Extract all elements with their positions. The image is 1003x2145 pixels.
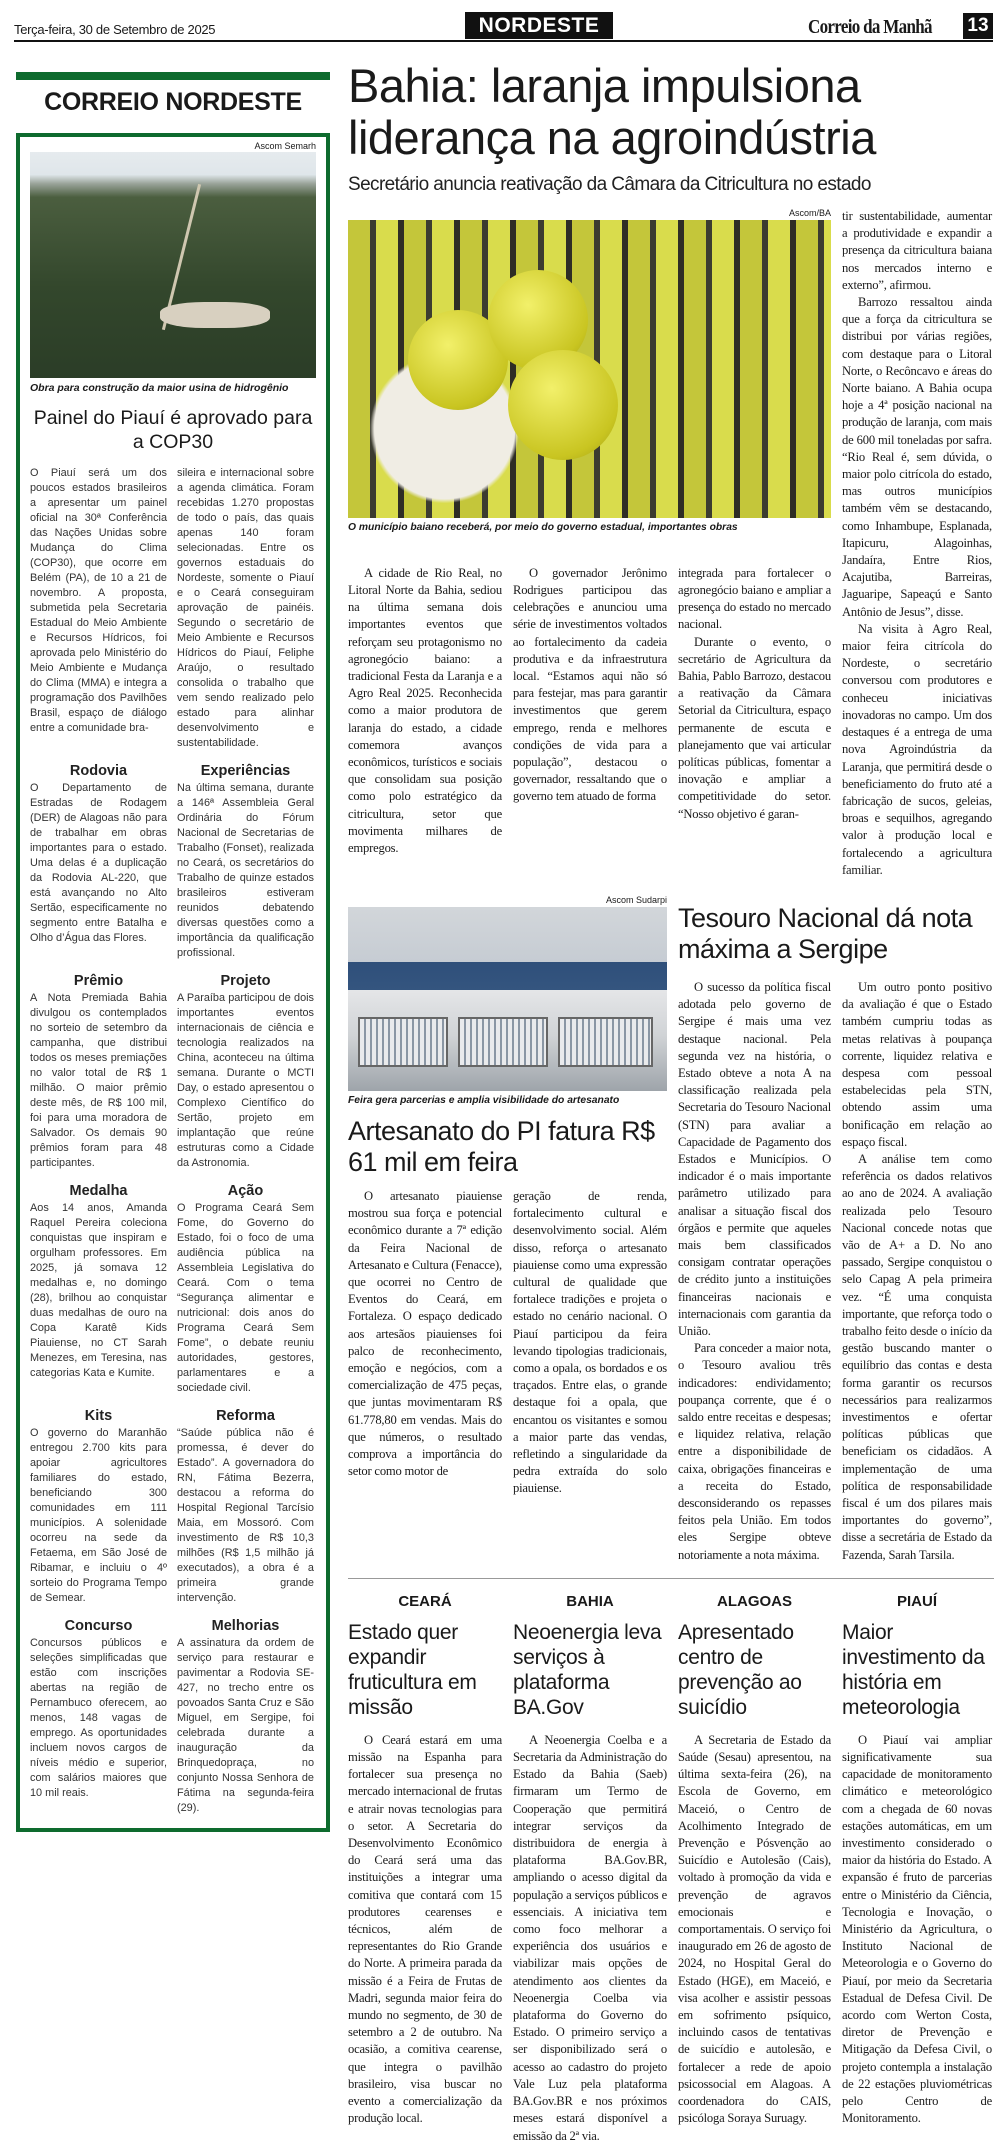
- tesouro-article: [678, 895, 994, 1564]
- lead-article: [348, 208, 994, 879]
- article-column: [678, 979, 831, 1564]
- note-text: O Programa Ceará Sem Fome, do Governo do Estado, foi o foco de uma audiência pública na Assembleia Legislativa do Ceará. Com o tema “Segurança alimentar e nutricional: dois anos do Programa Ceará Sem Fome”, o debate reuniu autoridades, gestores, parlamentares e a sociedade civil.: [177, 1202, 314, 1394]
- paragraph: Para conceder a maior nota, o Tesouro avaliou três indicadores: endividamento; poupança corrente, que é o saldo entre receitas e despesas; e liquidez relativa, relação entre a disponibilidade de caixa, obrigações financeiras e a receita do Estado, desconsiderando os repasses feitos pela União. Em todos eles Sergipe obteve notoriamente a nota máxima.: [678, 1341, 831, 1562]
- article-column: [348, 565, 502, 879]
- note-text: O Departamento de Estradas de Rodagem (DER) de Alagoas não para de trabalhar em obras importantes para o estado. Uma delas é a duplicação da Rodovia AL-220, que está avançando no Alto Sertão, especificamente no segmento entre Batalha e Olho d’Água das Flores.: [30, 782, 167, 944]
- brief-alagoas: [678, 1593, 831, 2145]
- brief-column: [842, 1732, 992, 2128]
- brief-piaui: [842, 1593, 992, 2145]
- paragraph: Na visita à Agro Real, maior feira citrícola do Nordeste, o secretário conversou com produtores e conheceu iniciativas inovadoras no campo. Um dos destaques é a entrega de uma nova Agroindústria da Laranja, que permitirá desde o beneficiamento do fruto até a fabricação de sucos, geleias, broas e sequilhos, agregando valor à produção local e fortalecendo a agricultura familiar.: [842, 621, 992, 877]
- note-concurso: [30, 1612, 167, 1816]
- note-title: Concurso: [64, 1618, 133, 1634]
- note-title: Melhorias: [211, 1618, 280, 1634]
- main-subheadline: Secretário anuncia reativação da Câmara da Citricultura no estado: [348, 174, 871, 195]
- sidebar-notes: [30, 466, 316, 1816]
- main-headline: Bahia: laranja impulsiona liderança na agroindústria: [348, 59, 876, 164]
- hydrogen-plant-photo: [30, 152, 316, 378]
- brief-ceara: [348, 1593, 502, 2145]
- photo-caption: O município baiano receberá, por meio do governo estadual, importantes obras: [348, 522, 738, 533]
- section-label: NORDESTE: [465, 12, 613, 39]
- note-text: Aos 14 anos, Amanda Raquel Pereira coleciona conquistas que inspiram e orgulham professores. Em 2025, já somava 12 medalhas e, no domingo (28), brilhou ao conquistar duas medalhas de ouro na Copa Karatê Kids Piauiense, no CT Sarah Menezes, em Teresina, nas categorias Kata e Kumite.: [30, 1202, 167, 1379]
- brief-state-label: BAHIA: [566, 1592, 614, 1610]
- main-area: [348, 60, 994, 2145]
- section-divider: [348, 1578, 994, 1579]
- photo-credit: Ascom/BA: [788, 208, 831, 218]
- note-text: A Nota Premiada Bahia divulgou os contemplados no sorteio de setembro da campanha, que distribui todos os meses premiações no valor total de R$ 1 milhão. O maior prêmio deste mês, de R$ 100 mil, foi para uma moradora de Salvador. Os demais 90 prêmios foram para 48 participantes.: [30, 992, 167, 1169]
- note-text: O governo do Maranhão entregou 2.700 kits para apoiar agricultores familiares do estado, beneficiando 300 comunidades em 111 municípios. A solenidade ocorreu na sede da Fetaema, em São José de Ribamar, e incluiu o 4º sorteio do Programa Tempo de Semear.: [30, 1427, 167, 1604]
- note-projeto: [177, 967, 314, 1171]
- paragraph: O Ceará estará em uma missão na Espanha para fortalecer sua presença no mercado internacional de frutas e atrair novas tecnologias para o setor. A Secretaria do Desenvolvimento Econômico do Ceará será uma das instituições a integrar uma comitiva que contará com 15 produtores cearenses e técnicos, além de representantes do Rio Grande do Norte. A primeira parada da missão é a Feira de Frutas de Madri, segunda maior feira do mundo no segmento, de 30 de setembro a 2 de outubro. Na ocasião, a comitiva cearense, que integra o pavilhão brasileiro, visa buscar no evento a comercialização da produção local.: [348, 1732, 502, 2126]
- article-text: sileira e internacional sobre a agenda climática. Foram recebidas 1.270 propostas de todo o país, das quais apenas 140 foram selecionadas. Entre os governos estaduais do Nordeste, somente o Piauí e o Ceará conseguiram aprovação de painéis. Segundo o secretário de Meio Ambiente e Recursos Hídricos do Piauí, Feliphe Araújo, o resultado consolida o trabalho que vem sendo realizado pelo estado para alinhar desenvolvimento e sustentabilidade.: [177, 467, 314, 749]
- paragraph: O governador Jerônimo Rodrigues participou das celebrações e anunciou uma série de investimentos voltados ao fortalecimento da cadeia produtiva e da infraestrutura local. “Estamos aqui não só para festejar, mas para garantir investimentos que gerem emprego, renda e melhores condições de vida para a população”, destacou o governador, ressaltando que o governo tem atuado de forma: [513, 565, 667, 804]
- brief-state-label: CEARÁ: [398, 1592, 452, 1610]
- paragraph: A análise tem como referência os dados relativos ao ano de 2024. A avaliação realizada pelo Tesouro Nacional concede notas que vão de A+ a D. No ano passado, Sergipe conquistou o selo Capag A pela primeira vez. “É uma conquista importante, que reforça todo o trabalho feito desde o início da gestão buscando manter o equilíbrio das contas e desta forma garantir os recursos necessários para realizarmos investimentos e ofertar políticas públicas que beneficiam os cidadãos. A implementação de uma política de responsabilidade fiscal é um dos pilares mais importantes do governo”, disse a secretária de Estado da Fazenda, Sarah Tarsila.: [842, 1151, 992, 1562]
- note-text: “Saúde pública não é promessa, é dever do Estado”. A governadora do RN, Fátima Bezerra, destacou a reforma do Hospital Regional Tarcísio Maia, em Mossoró. Com investimento de R$ 10,3 milhões (R$ 1,5 milhão já executados), a obra é a primeira grande intervenção.: [177, 1427, 314, 1604]
- paragraph: O Piauí vai ampliar significativamente sua capacidade de monitoramento climático e meteorológico com a chegada de 60 novas estações automáticas, em um investimento considerado o maior da história do Estado. A expansão é fruto de parcerias entre o Ministério da Ciência, Tecnologia e Inovação, o Ministério da Agricultura, o Instituto Nacional de Meteorologia e o Governo do Piauí, por meio da Secretaria Estadual de Defesa Civil. De acordo com Werton Costa, diretor de Prevenção e Mitigação da Defesa Civil, o projeto contempla a instalação de 22 estações pluviométricas pelo Centro de Monitoramento.: [842, 1732, 992, 2126]
- note-text: A assinatura da ordem de serviço para restaurar e pavimentar a Rodovia SE-427, no trecho entre os povoados Santa Cruz e São Miguel, em Sergipe, foi celebrada durante a inauguração da Brinquedopraça, no conjunto Nossa Senhora de Fátima na segunda-feira (29).: [177, 1637, 314, 1814]
- article-column: [513, 1188, 667, 1498]
- brief-headline: Apresentado centro de prevenção ao suicídio: [678, 1620, 802, 1719]
- note-title: Projeto: [220, 973, 271, 989]
- middle-stories: [348, 895, 994, 1564]
- state-briefs: [348, 1593, 994, 2145]
- oranges-photo: [348, 220, 831, 518]
- craft-fair-photo: [348, 907, 667, 1091]
- header-rule: [14, 40, 993, 42]
- brief-headline: Neoenergia leva serviços à plataforma BA.Gov: [513, 1620, 662, 1719]
- note-text: A Paraíba participou de dois importantes eventos internacionais de ciência e tecnologia realizados na China, aconteceu na última semana. Durante o MCTI Day, o estado apresentou o Complexo Científico do Sertão, projeto em implantação que reúne estruturas como a Cidade da Astronomia.: [177, 992, 314, 1169]
- note-title: Prêmio: [73, 973, 124, 989]
- paragraph: A cidade de Rio Real, no Litoral Norte da Bahia, sediou na última semana dois importantes eventos que reforçam seu protagonismo no agronegócio baiano: a tradicional Festa da Laranja e a Agro Real 2025. Reconhecida como a maior produtora de laranja do estado, a cidade comemora avanços econômicos, turísticos e sociais que consolidam sua posição como polo estratégico da citricultura, setor que movimenta milhares de empregos.: [348, 565, 502, 855]
- artesanato-article: [348, 895, 667, 1564]
- article-column: [842, 208, 992, 879]
- note-text: Concursos públicos e seleções simplificadas que estão com inscrições abertas na região de Pernambuco oferecem, ao menos, 148 vagas de emprego. As oportunidades incluem novos cargos de níveis médio e superior, com salários maiores que 10 mil reais.: [30, 1637, 167, 1799]
- paragraph: O sucesso da política fiscal adotada pelo governo de Sergipe é mais uma vez destaque nacional. Pela segunda vez na história, o Estado obteve a nota A na classificação realizada pela Secretaria do Tesouro Nacional (STN) para avaliar a Capacidade de Pagamento dos Estados e Municípios. O indicador é o mais importante parâmetro utilizado para analisar a situação fiscal dos órgãos e permite que aqueles mais bem classificados consigam contratar operações de crédito junto a instituições financeiras nacionais e internacionais com garantia da União.: [678, 979, 831, 1338]
- photo-caption: Obra para construção da maior usina de hidrogênio: [30, 382, 289, 394]
- note-experiencias: [177, 757, 314, 961]
- article-text: O Piauí será um dos poucos estados brasileiros a apresentar um painel oficial na 30ª Conferência das Nações Unidas sobre Mudança do Clima (COP30), que ocorre em Belém (PA), de 10 a 21 de novembro. A proposta, submetida pela Secretaria Estadual do Meio Ambiente e Recursos Hídricos, foi aprovada pelo Ministério do Meio Ambiente e Mudança do Clima (MMA) e integra a programação dos Pavilhões Brasil, espaço de diálogo entre a comunidade bra-: [30, 467, 167, 734]
- article-column: [678, 565, 831, 879]
- brief-state-label: ALAGOAS: [717, 1592, 792, 1610]
- note-title: Experiências: [200, 763, 291, 779]
- page-number: 13: [963, 13, 993, 39]
- photo-caption: Feira gera parcerias e amplia visibilidade do artesanato: [348, 1094, 620, 1106]
- note-kits: [30, 1402, 167, 1606]
- sidebar-accent-bar: [16, 72, 330, 80]
- brief-headline: Estado quer expandir fruticultura em missão: [348, 1620, 477, 1719]
- note-title: Kits: [84, 1408, 113, 1424]
- photo-credit: Ascom Semarh: [254, 141, 316, 151]
- article-column: [842, 979, 992, 1564]
- article-column: [348, 1188, 502, 1498]
- paragraph: tir sustentabilidade, aumentar a produtividade e expandir a presença da citricultura baiana nos mercados interno e externo”, afirmou.: [842, 209, 992, 292]
- note-title: Medalha: [69, 1183, 128, 1199]
- note-title: Ação: [227, 1183, 264, 1199]
- paragraph: Durante o evento, o secretário de Agricultura da Bahia, Pablo Barrozo, destacou a reativação da Câmara Setorial da Citricultura, espaço permanente de escuta e planejamento que vai articular políticas públicas, fomentar a inovação e ampliar a competitividade do setor. “Nosso objetivo é garan-: [678, 634, 831, 821]
- article-headline: Artesanato do PI fatura R$ 61 mil em feira: [348, 1115, 655, 1177]
- paragraph: A Neoenergia Coelba e a Secretaria da Administração do Estado da Bahia (Saeb) firmaram um Termo de Cooperação que permitirá integrar serviços da distribuidora de energia à plataforma BA.Gov.BR, ampliando o acesso digital da população a serviços públicos e essenciais. A iniciativa tem como foco melhorar a experiência dos usuários e viabilizar mais opções de atendimento aos clientes da Neoenergia Coelba via plataforma do Governo do Estado. O primeiro serviço a ser disponibilizado será o acesso ao cadastro do projeto Vale Luz pela plataforma BA.Gov.BR e nos próximos meses estará disponível a emissão da 2ª via.: [513, 1732, 667, 2143]
- paragraph: Um outro ponto positivo da avaliação é que o Estado também cumpriu todas as metas relativas à poupança corrente, liquidez relativa e despesa com pessoal estabelecidas pela STN, obtendo assim uma bonificação em relação ao espaço fiscal.: [842, 979, 992, 1149]
- paragraph: Barrozo ressaltou ainda que a força da citricultura se distribui por várias regiões, com destaque para o Litoral Norte, o Recôncavo e áreas do Norte baiano. A Bahia ocupa hoje a 4ª posição nacional na produção de laranja, com mais de 600 mil toneladas por safra. “Rio Real é, sem dúvida, o maior polo citrícola do estado, mas outros municípios também vêm se destacando, como Inhambupe, Esplanada, Itapicuru, Alagoinhas, Jandaíra, Entre Rios, Acajutiba, Barreiras, Jaguaripe, Sapeaçú e Santo Antônio de Jesus”, disse.: [842, 295, 992, 619]
- note-medalha: [30, 1177, 167, 1396]
- article-headline: Tesouro Nacional dá nota máxima a Sergipe: [678, 902, 973, 964]
- note-title: Reforma: [216, 1408, 275, 1424]
- sidebar-title: CORREIO NORDESTE: [44, 88, 302, 116]
- paragraph: integrada para fortalecer o agronegócio baiano e ampliar a presença do estado no mercado nacional.: [678, 565, 831, 632]
- newspaper-name: Correio da Manhã: [808, 16, 932, 38]
- paragraph: O artesanato piauiense mostrou sua força e potencial econômico durante a 7ª edição da Feira Nacional de Artesanato e Cultura (Fenacce), que ocorrei no Centro de Eventos do Ceará, em Fortaleza. O espaço dedicado aos artesãos piauienses foi palco de reconhecimento, emoção e negócios, com a comercialização de 475 peças, que juntas movimentaram R$ 61.778,80 em vendas. Mais do que números, o resultado comprova a importância do setor como motor de: [348, 1188, 502, 1479]
- lead-photo-block: [348, 208, 831, 565]
- note-rodovia: [30, 757, 167, 961]
- brief-column: [513, 1732, 667, 2145]
- brief-state-label: PIAUÍ: [896, 1592, 937, 1610]
- note-reforma: [177, 1402, 314, 1606]
- note-premio: [30, 967, 167, 1171]
- sidebar-headline: Painel do Piauí é aprovado para a COP30: [33, 407, 313, 453]
- brief-bahia: [513, 1593, 667, 2145]
- note-title: Rodovia: [69, 763, 128, 779]
- photo-credit: Ascom Sudarpi: [605, 894, 667, 905]
- brief-column: [678, 1732, 831, 2128]
- paragraph: A Secretaria de Estado da Saúde (Sesau) apresentou, na última sexta-feira (26), na Escola de Governo, em Maceió, o Centro de Acolhimento Integrado de Prevenção e Pósvenção ao Suicídio e Autolesão (Cais), voltado à promoção da vida e prevenção de agravos emocionais e comportamentais. O serviço foi inaugurado em 26 de agosto de 2024, no Hospital Geral do Estado (HGE), em Maceió, e visa acolher e assistir pessoas em sofrimento psíquico, incluindo casos de tentativas de suicídio e autolesão, e fortalecer a rede de apoio psicossocial em Alagoas. A coordenadora do CAIS, psicóloga Soraya Suruagy.: [678, 1732, 831, 2126]
- sidebar: [16, 72, 330, 1832]
- article-column: [513, 565, 667, 879]
- issue-date: Terça-feira, 30 de Setembro de 2025: [14, 22, 216, 37]
- note-text: Na última semana, durante a 146ª Assembleia Geral Ordinária do Fórum Nacional de Secretarias de Trabalho (Fonset), realizada no Ceará, os secretários do Trabalho de quinze estados brasileiros estiveram reunidos debatendo diversas questões como a importância da qualificação profissional.: [177, 782, 314, 959]
- brief-column: [348, 1732, 502, 2128]
- sidebar-box: [16, 133, 330, 1832]
- paragraph: geração de renda, fortalecimento cultural e desenvolvimento social. Além disso, reforça o artesanato piauiense como uma expressão cultural de qualidade que fortalece tradições e projeta o estado no cenário nacional. O Piauí participou da feira levando tipologias tradicionais, como a opala, os bordados e os traçados. Entre elas, o grande destaque foi a opala, que encantou os visitantes e somou a maior parte das vendas, refletindo a singularidade da pedra extraída do solo piauiense.: [513, 1188, 667, 1496]
- brief-headline: Maior investimento da história em meteorologia: [842, 1620, 985, 1719]
- note-acao: [177, 1177, 314, 1396]
- note-melhorias: [177, 1612, 314, 1816]
